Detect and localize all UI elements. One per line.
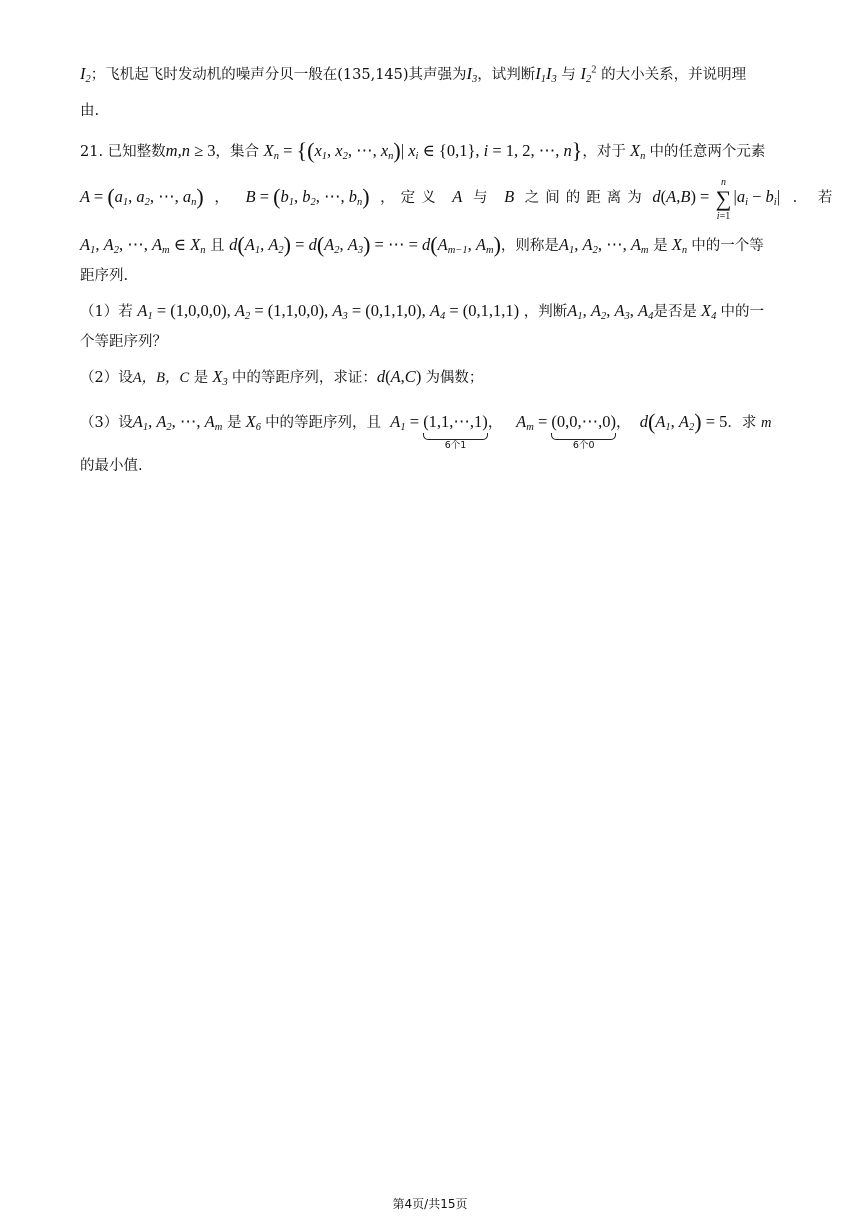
q21-text-13: 距序列.	[80, 268, 129, 284]
q20-line-2	[80, 104, 99, 119]
math-set-Xn: $X_n = \{(x_1$, $x_2$, ⋯, $x_n)|$ $x_i$ ∈ {0,1}, i = 1, 2, ⋯, n}	[263, 138, 583, 163]
part1-text-3: 中的一	[720, 304, 764, 320]
math-part1-seq: $A_1$, $A_2$, $A_3$, $A_4$	[567, 301, 654, 322]
q21-text-3: ，对于	[582, 144, 626, 160]
math-part1-A-values: $A_1 = (1,0,0,0)$, $A_2 = (1,1,0,0)$, $A_3 = (0,1,1,0)$, $A_4 = (0,1,1,1)$	[137, 301, 520, 322]
q21-text-11: 是	[653, 238, 668, 254]
part3-label: （3）设	[80, 415, 133, 431]
math-X4: $X_4$	[696, 301, 717, 322]
underbrace-label-2: 6个0	[572, 440, 595, 451]
q21-text-9: 且	[210, 238, 225, 254]
part3-text-3: 的最小值.	[80, 458, 143, 474]
q21-text-12: 中的一个等	[691, 238, 764, 254]
math-mn-geq-3: m,n	[165, 141, 190, 160]
question-number: 21.	[80, 144, 104, 160]
part2-abc: A，B，C	[132, 370, 190, 386]
math-I2: $I_2$	[80, 64, 91, 85]
math-I1I3: $I_1I_3$	[535, 64, 557, 85]
q20-text-2: ，试判断	[477, 67, 536, 83]
math-A-def: $A = (a_1$, $a_2$, ⋯, $a_n$)	[80, 184, 204, 209]
math-X6: $X_6$	[241, 412, 261, 433]
q21-line-3	[80, 234, 764, 256]
q21-line-2: $A = (a_1$, $a_2$, ⋯, $a_n$) ， $B = (b_1$, $b_2$, ⋯, $b_n$) ，定义 A 与 B 之间的距离为 d(A,B) = n ∑ i=1 $|a_i - b_i|$ . 若	[80, 177, 833, 222]
q20-text-1: ；飞机起飞时发动机的噪声分贝一般在(135,145)其声强为	[90, 67, 467, 83]
math-X3: $X_3$	[208, 367, 228, 388]
math-geq3: ≥ 3	[189, 141, 216, 160]
math-equal-distance: $d(A_1$, $A_2) = d(A_2$, $A_3$) = ⋯ = $d(A_{m-1}$, $A_m$)	[229, 232, 501, 257]
part3-text-1: 中的等距序列，且	[265, 415, 382, 431]
underbrace-1	[423, 433, 488, 440]
q20-text-3: 与	[561, 67, 576, 83]
part3-m: m	[761, 415, 772, 431]
part2-line-1	[80, 369, 483, 386]
part1-label: （1）若	[80, 304, 133, 320]
math-A1-ones: $A_1$ = (1,1,⋯,1) 6个1	[390, 412, 488, 451]
q20-text-4: 的大小关系，并说明理	[601, 67, 747, 83]
underbrace-label-1: 6个1	[444, 440, 467, 451]
part3-text-is: 是	[226, 415, 242, 431]
part2-text-2: 为偶数；	[425, 370, 484, 386]
part3-line-1: （3）设$A_1$, $A_2$, ⋯, $A_m$ 是 $X_6$ 中的等距序列，且 $A_1$ = (1,1,⋯,1) 6个1 ， $A_m$ = (0,0,⋯,0) 6个0 ， $d(A_1$, $A_2) = 5$．求 m	[80, 409, 772, 451]
math-distance-def: d(A,B) = n ∑ i=1 $|a_i - b_i|$	[652, 177, 781, 222]
math-Am-zeros: $A_m$ = (0,0,⋯,0) 6个0	[516, 412, 617, 451]
q21-text-1: 已知整数	[107, 144, 166, 160]
q21-text-7: 之间的距离为	[524, 190, 648, 206]
page-footer: 第4页/共15页	[392, 1197, 468, 1211]
math-part3-seq: $A_1$, $A_2$, ⋯, $A_m$	[132, 412, 223, 433]
q21-text-5: ，定义	[380, 190, 442, 206]
part3-line-2	[80, 459, 143, 474]
q21-line-1	[80, 140, 765, 162]
q20-line-1	[80, 66, 746, 83]
math-dA1A2-eq-5: $d(A_1$, $A_2) = 5$	[639, 409, 728, 434]
q21-text-4: 中的任意两个元素	[649, 144, 766, 160]
q21-text-8: 若	[817, 190, 833, 206]
part1-text-2: 是否是	[653, 304, 697, 320]
part2-label: （2）设	[80, 370, 133, 386]
part1-line-2	[80, 335, 167, 350]
math-I2-squared: $I_2^2$	[580, 64, 597, 85]
q20-text-5: 由.	[80, 103, 100, 119]
math-Xn-2: $X_n$	[667, 235, 688, 256]
part1-text-4: 个等距序列？	[80, 334, 167, 350]
q21-text-2: ，集合	[215, 144, 260, 160]
math-seq-A: $A_1$, $A_2$, ⋯, $A_m$	[558, 235, 649, 256]
part2-text-is: 是	[193, 370, 209, 386]
math-dAC: d(A,C)	[376, 367, 422, 386]
q21-line-4	[80, 269, 128, 284]
part3-text-2: ．求	[727, 415, 757, 431]
part1-text-1: ，判断	[523, 304, 568, 320]
q21-text-10: ，则称是	[500, 238, 559, 254]
q21-text-6: 与	[472, 190, 494, 206]
underbrace-2	[551, 433, 616, 440]
part2-text-1: 中的等距序列，求证：	[231, 370, 377, 386]
math-I3: $I_3$	[466, 64, 478, 85]
math-seq-in-Xn: $A_1$, $A_2$, ⋯, $A_m$ ∈ $X_n$	[80, 235, 206, 256]
math-Xn: $X_n$	[625, 141, 646, 162]
part1-line-1	[80, 303, 764, 320]
math-B-def: $B = (b_1$, $b_2$, ⋯, $b_n$)	[245, 184, 370, 209]
